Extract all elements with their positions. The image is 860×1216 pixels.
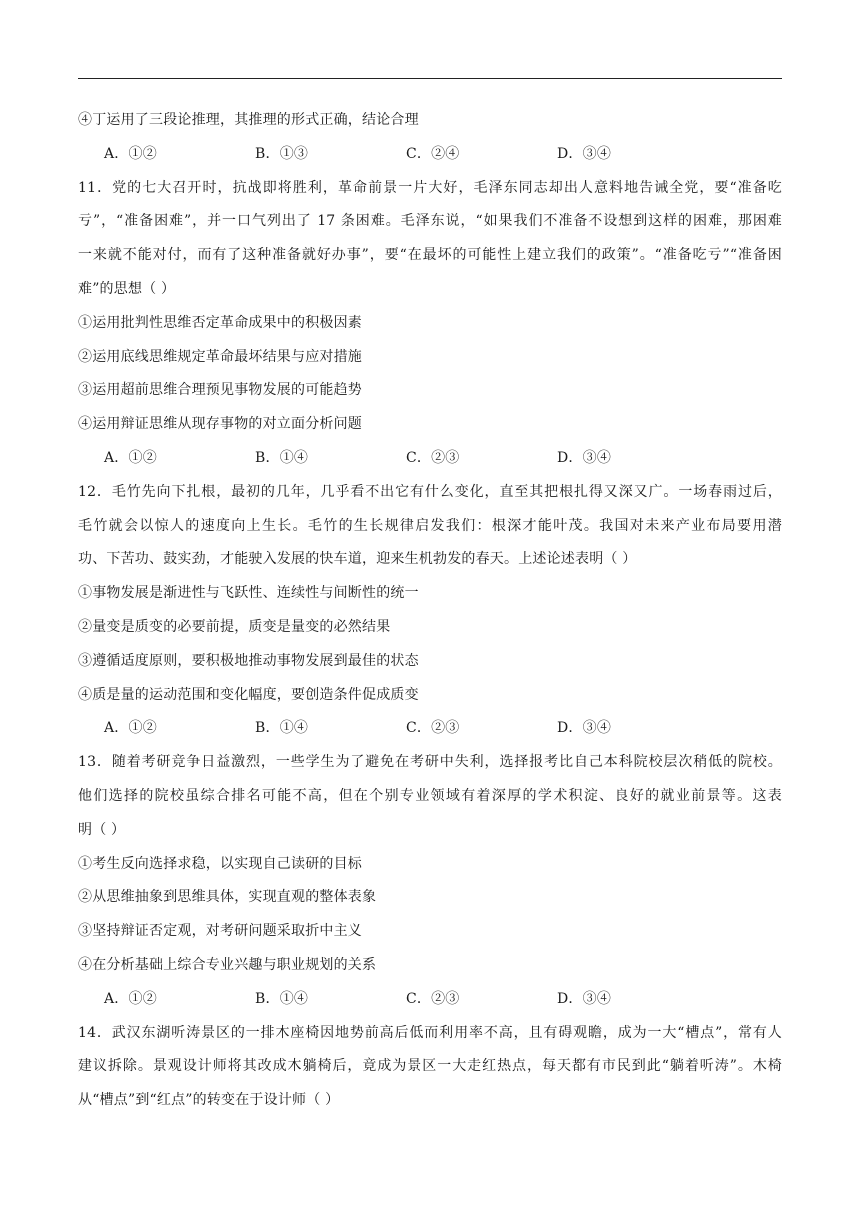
question-choice: ②从思维抽象到思维具体，实现直观的整体表象: [78, 889, 377, 906]
document-body: [78, 104, 782, 1118]
option-b: B．①④: [255, 990, 309, 1007]
question-choice: ④运用辩证思维从现存事物的对立面分析问题: [78, 416, 362, 433]
question-stem-line: 难”的思想（ ）: [78, 280, 176, 297]
question-choice: ①运用批判性思维否定革命成果中的积极因素: [78, 314, 362, 331]
option-b: B．①④: [255, 720, 309, 737]
question-stem-line: 他们选择的院校虽综合排名可能不高，但在个别专业领域有着深厚的学术积淀、良好的就业前景等。这表: [78, 787, 782, 804]
option-c: C．②③: [406, 990, 460, 1007]
option-d: D．③④: [557, 449, 612, 466]
answer-options: [78, 983, 782, 1017]
question-choice: ①考生反向选择求稳，以实现自己读研的目标: [78, 855, 362, 872]
q10-choice-4: ④丁运用了三段论推理，其推理的形式正确，结论合理: [78, 112, 419, 128]
option-d: D．③④: [557, 990, 612, 1007]
option-c: C．②③: [406, 720, 460, 737]
answer-options: [78, 442, 782, 476]
question-stem-line: 明（ ）: [78, 821, 126, 838]
question-choice: ③运用超前思维合理预见事物发展的可能趋势: [78, 382, 362, 399]
option-a: A．①②: [104, 990, 157, 1007]
question-13: [78, 746, 782, 1016]
question-14: [78, 1017, 782, 1118]
question-11: [78, 172, 782, 476]
question-choice: ④在分析基础上综合专业兴趣与职业规划的关系: [78, 956, 377, 973]
option-d: D．③④: [557, 720, 612, 737]
option-b: B．①④: [255, 449, 309, 466]
question-choice: ③遵循适度原则，要积极地推动事物发展到最佳的状态: [78, 652, 419, 669]
question-stem-line: 11．党的七大召开时，抗战即将胜利，革命前景一片大好，毛泽东同志却出人意料地告诫全党，要“准备吃: [78, 179, 782, 196]
q10-options: [78, 138, 782, 172]
question-choice: ①事物发展是渐进性与飞跃性、连续性与间断性的统一: [78, 585, 419, 602]
question-stem-line: 毛竹就会以惊人的速度向上生长。毛竹的生长规律启发我们：根深才能叶茂。我国对未来产业布局要用潜: [78, 517, 782, 534]
question-stem-line: 建议拆除。景观设计师将其改成木躺椅后，竟成为景区一大走红热点，每天都有市民到此“躺着听涛”。木椅: [78, 1058, 782, 1075]
question-stem-line: 13．随着考研竞争日益激烈，一些学生为了避免在考研中失利，选择报考比自己本科院校层次稍低的院校。: [78, 754, 782, 771]
option-c: C．②③: [406, 449, 460, 466]
header-rule: [78, 78, 782, 79]
question-stem-line: 一来就不能对付，而有了这种准备就好办事”，要“在最坏的可能性上建立我们的政策”。“准备吃亏”“准备困: [78, 247, 782, 264]
answer-options: [78, 712, 782, 746]
option-a: A．①②: [104, 449, 157, 466]
question-stem-line: 从“槽点”到“红点”的转变在于设计师（ ）: [78, 1092, 340, 1109]
question-stem-line: 12．毛竹先向下扎根，最初的几年，几乎看不出它有什么变化，直至其把根扎得又深又广。一场春雨过后，: [78, 483, 782, 500]
question-stem-line: 14．武汉东湖听涛景区的一排木座椅因地势前高后低而利用率不高，且有碍观瞻，成为一大“槽点”，常有人: [78, 1024, 782, 1041]
q10-option-d: D．③④: [557, 145, 612, 162]
q10-option-a: A．①②: [104, 145, 157, 162]
question-choice: ③坚持辩证否定观，对考研问题采取折中主义: [78, 923, 362, 940]
question-stem-line: 亏”，“准备困难”，并一口气列出了 17 条困难。毛泽东说，“如果我们不准备不设想到这样的困难，那困难: [78, 213, 782, 230]
option-a: A．①②: [104, 720, 157, 737]
question-stem-line: 功、下苦功、鼓实劲，才能驶入发展的快车道，迎来生机勃发的春天。上述论述表明（ ）: [78, 551, 637, 568]
q10-option-c: C．②④: [406, 145, 460, 162]
q10-option-b: B．①③: [255, 145, 309, 162]
question-choice: ②运用底线思维规定革命最坏结果与应对措施: [78, 348, 362, 365]
question-12: [78, 476, 782, 746]
question-choice: ②量变是质变的必要前提，质变是量变的必然结果: [78, 618, 391, 635]
question-choice: ④质是量的运动范围和变化幅度，要创造条件促成质变: [78, 686, 419, 703]
